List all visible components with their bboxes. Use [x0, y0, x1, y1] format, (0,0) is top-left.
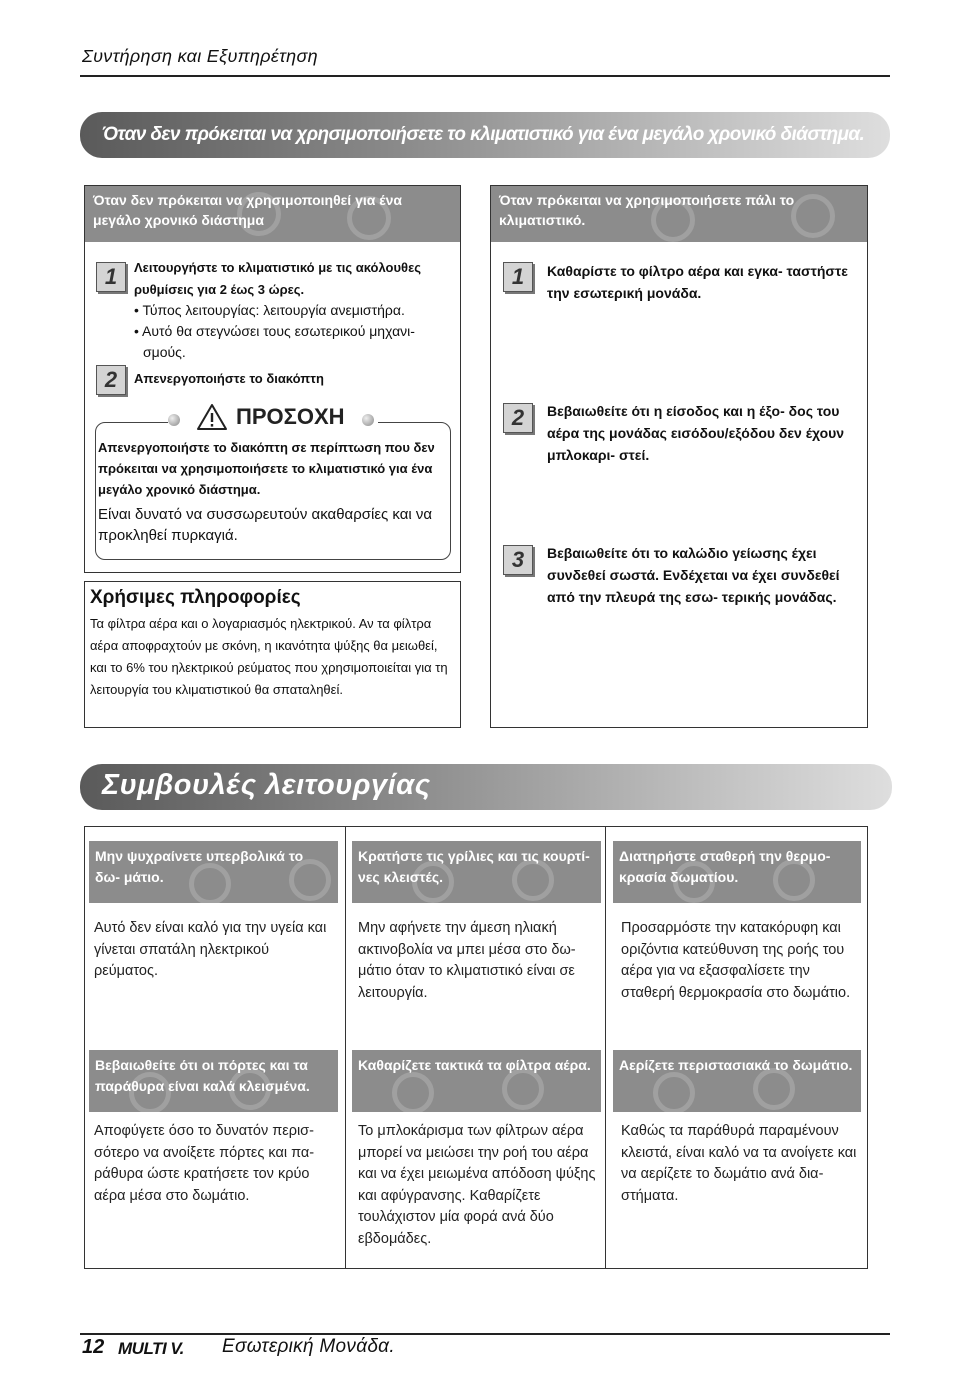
right-step-3-badge: 3: [503, 545, 533, 575]
tip-body-2: Μην αφήνετε την άμεση ηλιακή ακτινοβολία να μπει μέσα στο δω- μάτιο όταν το κλιματιστικό είναι σε λειτουργία.: [358, 920, 576, 1001]
right-step-2-badge: 2: [503, 403, 533, 433]
tip-body-6: Καθώς τα παράθυρά παραμένουν κλειστά, είναι καλό να τα ανοίγετε και να αερίζετε το δωμάτιο ανά δια- στήματα.: [621, 1123, 857, 1204]
tip-head-1: Μην ψυχραίνετε υπερβολικά το δω- μάτιο.: [89, 841, 338, 903]
warning-triangle-icon: [196, 403, 228, 431]
step-2-badge: 2: [96, 365, 126, 395]
step-1-badge: 1: [96, 262, 126, 292]
tips-divider-2: [605, 826, 606, 1269]
left-step-1-bullet-1: • Τύπος λειτουργίας: λειτουργία ανεμιστήρα.: [134, 302, 405, 318]
useful-info-title: Χρήσιμες πληροφορίες: [90, 587, 301, 608]
section-header: Συντήρηση και Εξυπηρέτηση: [82, 46, 318, 66]
caution-title: ΠΡΟΣΟΧΗ: [236, 404, 345, 429]
tip-body-4: Αποφύγετε όσο το δυνατόν περισ- σότερο να ανοίξετε πόρτες και πα- ράθυρα ώστε κρατήσετε τον κρύο αέρα μέσα στο δωμάτιο.: [94, 1123, 315, 1204]
left-step-1-bullet-3: σμούς.: [143, 344, 186, 360]
caution-text: Είναι δυνατό να συσσωρευτούν ακαθαρσίες και να προκληθεί πυρκαγιά.: [98, 506, 433, 544]
left-step-1-text: Λειτουργήστε το κλιματιστικό με τις ακόλουθες ρυθμίσεις για 2 έως 3 ώρες.: [134, 260, 422, 297]
left-step-1-bullet-2: • Αυτό θα στεγνώσει τους εσωτερικού μηχανι-: [134, 323, 415, 339]
right-step-1-badge: 1: [503, 262, 533, 292]
tip-head-4: Βεβαιωθείτε ότι οι πόρτες και τα παράθυρα είναι καλά κλεισμένα.: [89, 1050, 338, 1112]
tip-head-3: Διατηρήστε σταθερή την θερμο- κρασία δωματίου.: [613, 841, 861, 903]
tip-head-2: Κρατήστε τις γρίλιες και τις κουρτί- νες κλειστές.: [352, 841, 601, 903]
tip-body-1: Αυτό δεν είναι καλό για την υγεία και γίνεται σπατάλη ηλεκτρικού ρεύματος.: [94, 920, 327, 979]
footer-rule: [80, 1333, 890, 1335]
section-banner-tips: Συμβουλές λειτουργίας: [80, 764, 892, 810]
tip-head-5: Καθαρίζετε τακτικά τα φίλτρα αέρα.: [352, 1050, 601, 1112]
long-storage-heading: Όταν δεν πρόκειται να χρησιμοποιηθεί για ένα μεγάλο χρονικό διάστημα: [85, 186, 460, 242]
tip-head-6: Αερίζετε περιστασιακά το δωμάτιο.: [613, 1050, 861, 1112]
right-step-3-text: Βεβαιωθείτε ότι το καλώδιο γείωσης έχει συνδεθεί σωστά. Ενδέχεται να έχει συνδεθεί από την πλευρά της εσω- τερικής μονάδας.: [547, 545, 840, 605]
right-step-1-text: Καθαρίστε το φίλτρο αέρα και εγκα- ταστήστε την εσωτερική μονάδα.: [547, 263, 848, 301]
section-banner-storage: Όταν δεν πρόκειται να χρησιμοποιήσετε το κλιματιστικό για ένα μεγάλο χρονικό διάστημα.: [80, 112, 890, 158]
tip-body-5: Το μπλοκάρισμα των φίλτρων αέρα μπορεί να μειώσει την ροή του αέρα και να έχει μειωμένα απόδοση ψύξης και αφύγρανσης. Καθαρίζετε τουλάχιστον μία φορά ανά δύο εβδομάδες.: [358, 1123, 596, 1247]
caution-bold-text: Απενεργοποιήστε το διακόπτη σε περίπτωση που δεν πρόκειται να χρησιμοποιήσετε το κλιματιστικό για ένα μεγάλο χρονικό διάστημα.: [98, 440, 435, 497]
footer-title: Εσωτερική Μονάδα.: [222, 1336, 395, 1357]
reuse-heading: Όταν πρόκειται να χρησιμοποιήσετε πάλι το κλιματιστικό.: [491, 186, 867, 242]
header-rule: [80, 75, 890, 77]
caution-dot-right: [362, 414, 374, 426]
right-step-2-text: Βεβαιωθείτε ότι η είσοδος και η έξο- δος του αέρα της μονάδας εισόδου/εξόδου δεν έχουν μπλοκαρι- στεί.: [547, 403, 845, 463]
tip-body-3: Προσαρμόστε την κατακόρυφη και οριζόντια κατεύθυνση της ροής του αέρα για να εξασφαλίσετε την σταθερή θερμοκρασία στο δωμάτιο.: [621, 920, 851, 1001]
left-step-2-text: Απενεργοποιήστε το διακόπτη: [134, 371, 324, 386]
caution-dot-left: [168, 414, 180, 426]
tips-divider-1: [345, 826, 346, 1269]
page-number: 12: [82, 1336, 105, 1358]
useful-info-text: Τα φίλτρα αέρα και ο λογαριασμός ηλεκτρικού. Αν τα φίλτρα αέρα αποφραχτούν με σκόνη, η ικανότητα ψύξης θα μειωθεί, και το 6% του ηλεκτρικού ρεύματος που χρησιμοποιείται για τη λειτουργία του κλιματιστικού θα σπαταληθεί.: [90, 616, 448, 697]
brand-logo: MULTI V.: [118, 1339, 184, 1358]
